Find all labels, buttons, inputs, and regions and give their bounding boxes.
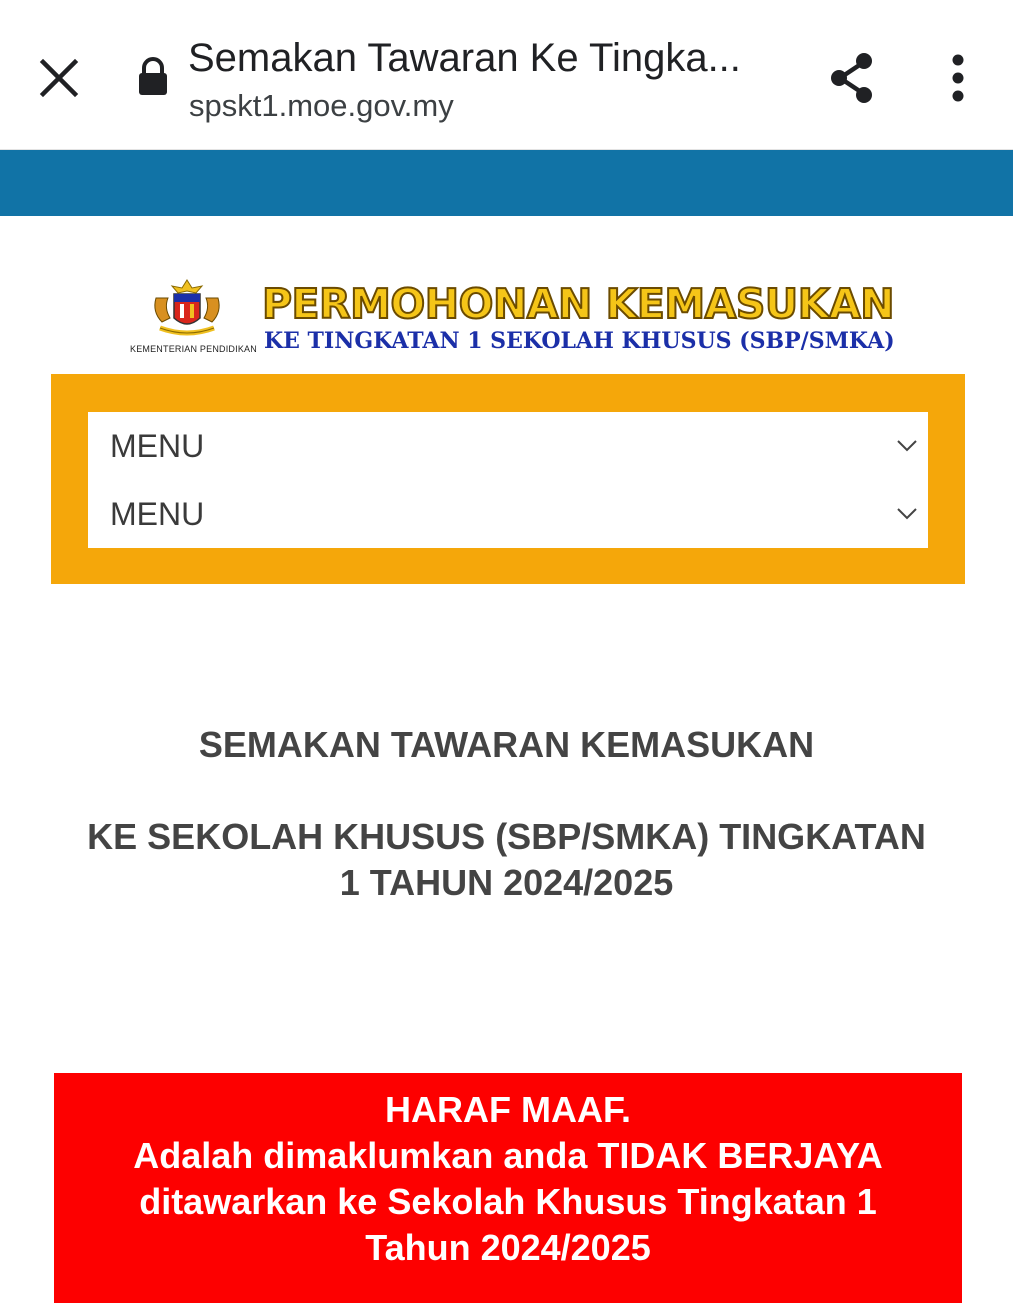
page-url[interactable]: spskt1.moe.gov.my xyxy=(189,88,454,123)
close-icon xyxy=(39,58,79,98)
share-icon[interactable] xyxy=(822,48,882,108)
alert-line-3: ditawarkan ke Sekolah Khusus Tingkatan 1 xyxy=(139,1181,877,1222)
menu-container xyxy=(51,374,965,584)
page-title: Semakan Tawaran Ke Tingka... xyxy=(188,36,741,80)
menu-dropdown-1[interactable] xyxy=(88,412,928,480)
ministry-label: KEMENTERIAN PENDIDIKAN xyxy=(130,344,257,354)
close-tab-button[interactable] xyxy=(30,52,88,104)
subheading-line-2: 1 TAHUN 2024/2025 xyxy=(339,862,674,903)
site-banner[interactable] xyxy=(120,272,910,364)
banner-subtitle: KE TINGKATAN 1 SEKOLAH KHUSUS (SBP/SMKA) xyxy=(264,328,895,354)
menu-panel xyxy=(88,412,928,548)
subheading-line-1: KE SEKOLAH KHUSUS (SBP/SMKA) TINGKATAN xyxy=(87,816,926,857)
menu-label: MENU xyxy=(110,495,205,532)
alert-line-4: Tahun 2024/2025 xyxy=(365,1227,651,1268)
coat-of-arms-logo xyxy=(146,278,228,342)
alert-line-1: HARAF MAAF. xyxy=(385,1089,631,1130)
lock-icon[interactable] xyxy=(136,56,170,98)
site-header-strip xyxy=(0,150,1013,216)
more-options-icon[interactable] xyxy=(935,50,981,106)
menu-dropdown-2[interactable] xyxy=(88,480,928,548)
page-heading: SEMAKAN TAWARAN KEMASUKAN xyxy=(198,724,815,765)
browser-toolbar xyxy=(0,0,1013,150)
chevron-down-icon xyxy=(896,502,918,524)
alert-line-2: Adalah dimaklumkan anda TIDAK BERJAYA xyxy=(133,1135,883,1176)
menu-label: MENU xyxy=(110,427,205,464)
result-alert xyxy=(54,1073,962,1303)
banner-title: PERMOHONAN KEMASUKAN xyxy=(262,280,895,328)
chevron-down-icon xyxy=(896,434,918,456)
